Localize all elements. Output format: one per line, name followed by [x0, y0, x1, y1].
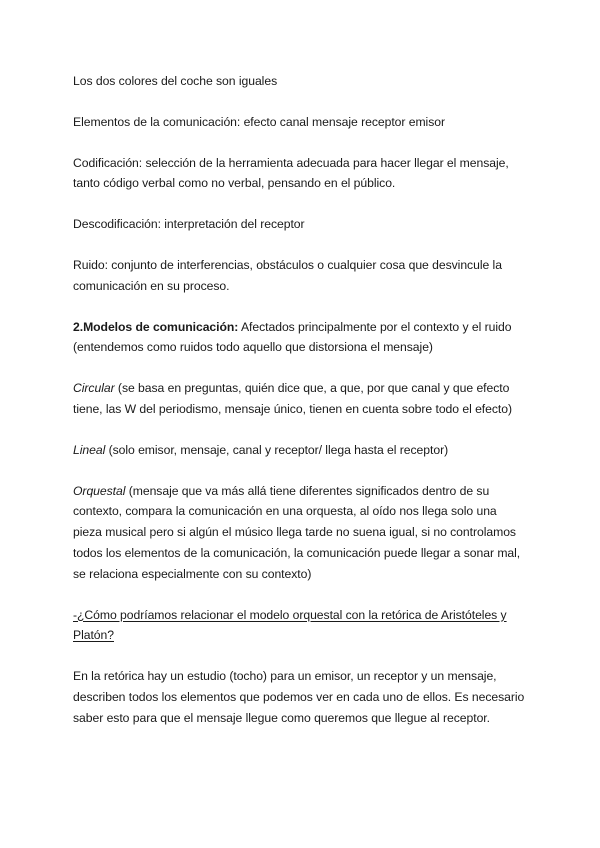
paragraph-text: Los dos colores del coche son iguales [73, 74, 278, 88]
paragraph-line [73, 317, 533, 338]
paragraph-text: Descodificación: interpretación del receptor [73, 217, 305, 232]
paragraph-line: En la retórica hay un estudio (tocho) para un emisor, un receptor y un mensaje, [73, 669, 497, 684]
paragraph-line: tanto código verbal como no verbal, pensando en el público. [73, 176, 396, 191]
paragraph-line: saber esto para que el mensaje llegue como queremos que llegue al receptor. [73, 710, 490, 725]
paragraph-line: Ruido: conjunto de interferencias, obstáculos o cualquier cosa que desvincule la [73, 257, 502, 272]
paragraph-circular [73, 378, 533, 420]
paragraph-line: pieza musical pero si algún el músico llega tarde no suena igual, si no controlamos [73, 525, 516, 540]
paragraph-line [73, 481, 533, 502]
term-description: (solo emisor, mensaje, canal y receptor/ llega hasta el receptor) [105, 442, 449, 457]
model-term-lineal: Lineal [73, 442, 106, 457]
paragraph-text: Elementos de la comunicación: efecto canal mensaje receptor emisor [73, 114, 445, 129]
paragraph-line: (entendemos como ruidos todo aquello que distorsiona el mensaje) [73, 340, 433, 355]
paragraph-line: tiene, las W del periodismo, mensaje único, tienen en cuenta sobre todo el efecto) [73, 401, 512, 416]
paragraph-colores [73, 71, 533, 92]
question-line: Platón? [73, 628, 114, 643]
paragraph-orquestal [73, 481, 533, 585]
question-line: -¿Cómo podríamos relacionar el modelo orquestal con la retórica de Aristóteles y [73, 607, 507, 622]
document-body [73, 71, 533, 729]
paragraph-line: Codificación: selección de la herramienta adecuada para hacer llegar el mensaje, [73, 155, 509, 170]
paragraph-line: comunicación en su proceso. [73, 278, 230, 293]
paragraph-elementos [73, 112, 533, 133]
model-term-orquestal: Orquestal [73, 483, 126, 498]
paragraph-modelos [73, 317, 533, 359]
paragraph-ruido [73, 255, 533, 297]
paragraph-codificacion [73, 153, 533, 195]
paragraph-retorica [73, 666, 533, 728]
paragraph-question [73, 605, 533, 647]
heading-continuation: Afectados principalmente por el contexto y el ruido [238, 319, 512, 334]
paragraph-lineal [73, 440, 533, 461]
paragraph-line [73, 440, 533, 461]
paragraph-line: se relaciona especialmente con su contexto) [73, 566, 312, 581]
paragraph-descodificacion [73, 214, 533, 235]
paragraph-line: todos los elementos de la comunicación, la comunicación puede llegar a sonar mal, [73, 545, 521, 560]
paragraph-line: describen todos los elementos que podemos ver en cada uno de ellos. Es necesario [73, 689, 525, 704]
paragraph-line: contexto, compara la comunicación en una orquesta, al oído nos llega solo una [73, 504, 497, 519]
paragraph-line [73, 378, 533, 399]
term-description: (se basa en preguntas, quién dice que, a que, por que canal y que efecto [114, 381, 510, 396]
model-term-circular: Circular [73, 381, 115, 396]
section-heading: 2.Modelos de comunicación: [73, 319, 239, 334]
term-description: (mensaje que va más allá tiene diferentes significados dentro de su [125, 483, 490, 498]
